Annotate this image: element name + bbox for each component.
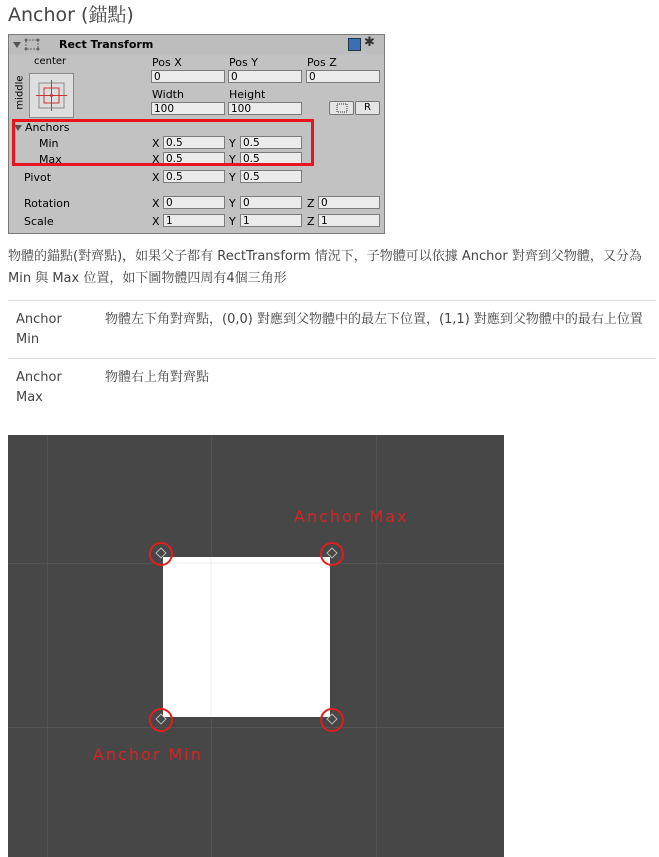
table-value: 物體右上角對齊點 xyxy=(105,370,210,385)
anchor-preset-icon xyxy=(30,74,73,117)
anchor-preset-horizontal: center xyxy=(34,56,67,67)
scale-z-axis: Z xyxy=(307,215,315,228)
anchor-min-x-axis: X xyxy=(152,137,160,150)
pivot-x-field[interactable]: 0.5 xyxy=(163,170,225,183)
posx-label: Pos X xyxy=(152,56,182,69)
table-key: Anchor Min xyxy=(16,312,62,347)
scale-y-axis: Y xyxy=(229,215,236,228)
table-value: 物體左下角對齊點，(0,0) 對應到父物體中的最左下位置，(1,1) 對應到父物體中的最右上位置 xyxy=(105,312,643,327)
rotation-x-axis: X xyxy=(152,197,160,210)
help-book-icon[interactable] xyxy=(348,38,361,51)
height-field[interactable]: 100 xyxy=(228,102,302,115)
anchor-preset-button[interactable] xyxy=(29,73,74,118)
anchor-max-label: Max xyxy=(39,153,62,166)
posy-label: Pos Y xyxy=(229,56,258,69)
anchor-max-y-axis: Y xyxy=(229,153,236,166)
width-label: Width xyxy=(152,88,184,101)
inspector-header xyxy=(9,35,384,54)
width-field[interactable]: 100 xyxy=(151,102,225,115)
rect-transform-icon xyxy=(23,37,41,52)
component-title: Rect Transform xyxy=(59,38,154,51)
anchor-max-x-field[interactable]: 0.5 xyxy=(163,152,225,165)
dotted-rect-icon xyxy=(336,103,348,113)
anchor-min-label: Anchor Min xyxy=(93,745,203,764)
anchor-max-x-axis: X xyxy=(152,153,160,166)
posz-label: Pos Z xyxy=(307,56,337,69)
gear-icon[interactable]: ✱ xyxy=(364,35,375,50)
pivot-y-field[interactable]: 0.5 xyxy=(240,170,302,183)
posy-field[interactable]: 0 xyxy=(228,70,302,83)
anchor-min-x-field[interactable]: 0.5 xyxy=(163,136,225,149)
page-title: Anchor (錨點) xyxy=(8,4,134,26)
scale-x-axis: X xyxy=(152,215,160,228)
anchor-max-y-field[interactable]: 0.5 xyxy=(240,152,302,165)
scale-x-field[interactable]: 1 xyxy=(163,214,225,227)
scale-label: Scale xyxy=(24,215,54,228)
anchor-min-y-field[interactable]: 0.5 xyxy=(240,136,302,149)
pivot-y-axis: Y xyxy=(229,171,236,184)
anchor-table xyxy=(8,300,656,416)
posz-field[interactable]: 0 xyxy=(306,70,380,83)
pivot-x-axis: X xyxy=(152,171,160,184)
anchor-max-label: Anchor Max xyxy=(294,507,409,526)
ui-rect xyxy=(163,557,330,717)
raw-edit-button[interactable]: R xyxy=(355,101,380,115)
rotation-z-field[interactable]: 0 xyxy=(318,196,380,209)
anchors-highlight-box xyxy=(12,119,314,166)
table-key: Anchor Max xyxy=(16,370,62,405)
anchor-min-y-axis: Y xyxy=(229,137,236,150)
table-row xyxy=(8,358,656,416)
blueprint-mode-button[interactable] xyxy=(329,101,354,115)
scene-view xyxy=(8,435,504,857)
rotation-y-axis: Y xyxy=(229,197,236,210)
table-row xyxy=(8,300,656,358)
rect-transform-inspector xyxy=(8,34,385,234)
pivot-label: Pivot xyxy=(24,171,52,184)
anchor-preset-vertical: middle xyxy=(14,75,26,110)
scale-z-field[interactable]: 1 xyxy=(318,214,380,227)
description-text: 物體的錨點(對齊點)，如果父子都有 RectTransform 情況下，子物體可以依據 Anchor 對齊到父物體，又分為 Min 與 Max 位置，如下圖物體四周有4個三角形 xyxy=(8,249,642,286)
scale-y-field[interactable]: 1 xyxy=(240,214,302,227)
anchor-min-label: Min xyxy=(39,137,59,150)
rotation-y-field[interactable]: 0 xyxy=(240,196,302,209)
rotation-x-field[interactable]: 0 xyxy=(163,196,225,209)
rotation-label: Rotation xyxy=(24,197,71,210)
rotation-z-axis: Z xyxy=(307,197,315,210)
posx-field[interactable]: 0 xyxy=(151,70,225,83)
rect-grid xyxy=(163,557,330,717)
height-label: Height xyxy=(229,88,266,101)
anchors-label: Anchors xyxy=(25,121,70,134)
foldout-arrow-icon[interactable] xyxy=(13,42,21,48)
